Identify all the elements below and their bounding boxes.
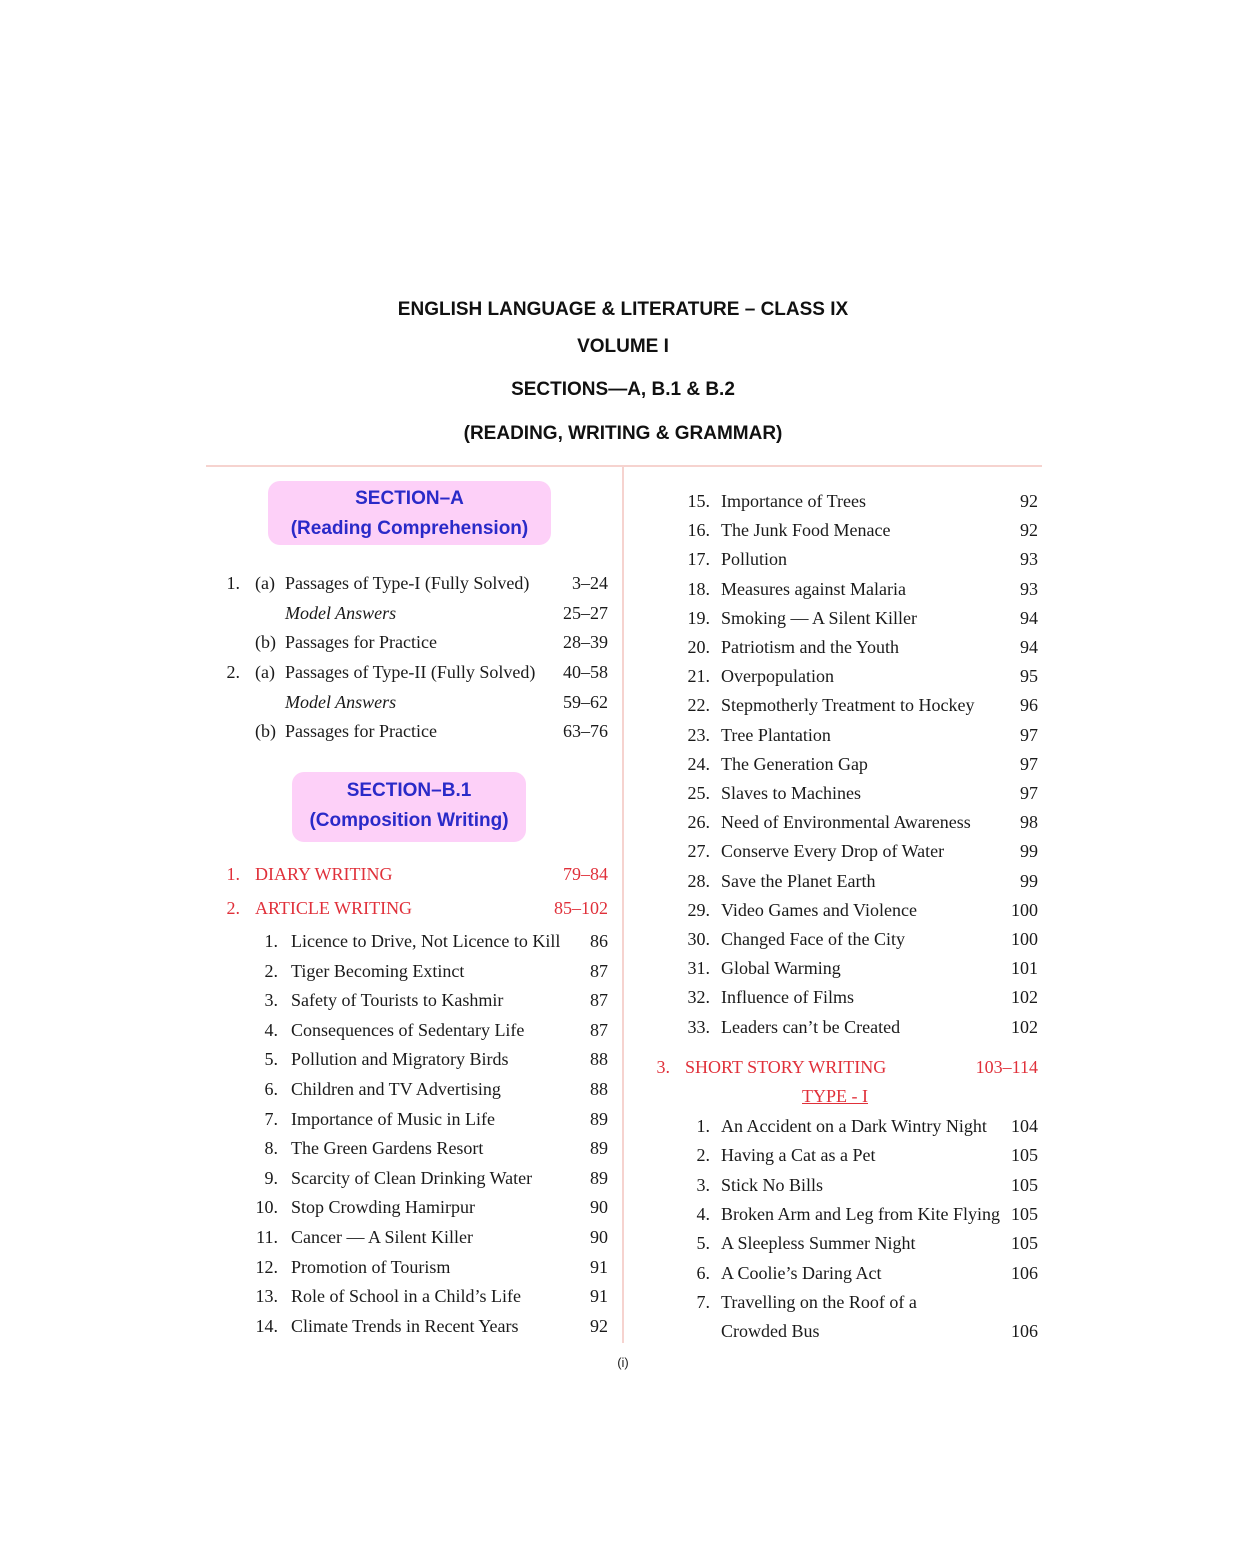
entry-page: 100 [1011,929,1038,949]
entry-page: 90 [590,1227,608,1247]
entry-number: 2. [264,960,278,981]
entry-pages: 3–24 [572,573,608,593]
entry-sub: (a) [255,662,275,682]
entry-sub: (a) [255,573,275,593]
entry-title: Model Answers [285,603,397,623]
book-title: ENGLISH LANGUAGE & LITERATURE – CLASS IX [397,299,849,320]
entry-page: 94 [1020,637,1038,657]
entry-page: 97 [1020,783,1038,803]
entry-number: 4. [264,1019,278,1040]
entry-sub: (b) [255,721,276,741]
entry-number: 3. [264,990,278,1011]
sections-subtitle: (READING, WRITING & GRAMMAR) [463,423,783,444]
entry-title: Tiger Becoming Extinct [291,960,465,981]
entry-title: Promotion of Tourism [291,1256,451,1277]
entry-pages: 40–58 [563,662,608,682]
sections-title: SECTIONS—A, B.1 & B.2 [511,379,735,400]
entry-title: Need of Environmental Awareness [721,812,971,833]
entry-number: 1. [264,931,278,951]
section-a-title: SECTION–A [355,488,464,509]
entry-page: 105 [1011,1203,1038,1224]
entry-number: 1. [696,1116,710,1136]
entry-page: 105 [1011,1145,1038,1166]
entry-number: 33. [687,1016,710,1037]
entry-page: 96 [1020,695,1038,716]
entry-number: 3. [696,1174,710,1195]
section-b1-title: SECTION–B.1 [346,780,472,801]
entry-title: Role of School in a Child’s Life [291,1286,521,1307]
entry-page: 88 [590,1049,608,1070]
entry-number: 8. [264,1138,278,1159]
entry-title: Measures against Malaria [721,578,906,599]
entry-page: 101 [1011,958,1038,979]
entry-number: 30. [687,929,710,949]
entry-page: 104 [1011,1116,1038,1136]
entry-pages: 28–39 [563,632,608,652]
entry-page: 94 [1020,607,1038,628]
entry-title: Model Answers [285,692,397,712]
entry-sub: (b) [255,632,276,652]
entry-page: 87 [590,960,608,981]
entry-title: Consequences of Sedentary Life [291,1019,525,1040]
entry-title: Passages of Type-I (Fully Solved) [285,573,530,593]
entry-page: 97 [1020,724,1038,745]
entry-pages: 59–62 [563,692,608,712]
entry-title: Passages of Type-II (Fully Solved) [285,662,536,682]
entry-number: 19. [687,607,710,628]
entry-title: Smoking — A Silent Killer [721,607,918,628]
type-heading: TYPE - I [802,1086,868,1106]
entry-number: 5. [264,1049,278,1070]
entry-number: 5. [696,1233,710,1254]
entry-title: Cancer — A Silent Killer [291,1227,473,1247]
entry-number: 3. [656,1057,670,1077]
entry-page: 99 [1020,870,1038,891]
entry-number: 7. [696,1291,710,1312]
entry-title: Climate Trends in Recent Years [291,1315,519,1336]
entry-page: 93 [1020,549,1038,570]
entry-number: 18. [687,578,710,599]
entry-number: 27. [687,841,710,862]
entry-title: Stick No Bills [721,1174,824,1195]
entry-page: 89 [590,1167,608,1188]
entry-title: Video Games and Violence [721,899,917,920]
section-a-box [268,481,551,545]
entry-page: 105 [1011,1174,1038,1195]
section-b1-subtitle: (Composition Writing) [309,810,509,831]
page-number: (i) [617,1355,629,1370]
entry-page: 87 [590,1019,608,1040]
entry-page: 95 [1020,666,1038,687]
entry-title: Safety of Tourists to Kashmir [291,990,504,1011]
entry-title: Pollution and Migratory Birds [291,1049,509,1070]
entry-title: Global Warming [721,958,841,979]
entry-title: Leaders can’t be Created [721,1016,901,1037]
entry-number: 4. [696,1203,710,1224]
entry-number: 29. [687,899,710,920]
entry-page: 102 [1011,987,1038,1008]
entry-page: 91 [590,1256,608,1277]
entry-number: 9. [264,1167,278,1188]
entry-number: 2. [696,1145,710,1166]
entry-page: 90 [590,1197,608,1218]
entry-page: 87 [590,990,608,1011]
entry-title: Broken Arm and Leg from Kite Flying [721,1203,1000,1224]
entry-number: 14. [255,1315,278,1336]
entry-title: DIARY WRITING [255,864,393,884]
entry-title: Save the Planet Earth [721,870,876,891]
entry-number: 6. [696,1262,710,1283]
entry-number: 7. [264,1108,278,1129]
entry-number: 1. [226,573,240,593]
entry-page: 92 [1020,491,1038,511]
entry-number: 22. [687,695,710,716]
entry-number: 6. [264,1079,278,1099]
entry-title: Stepmotherly Treatment to Hockey [721,695,975,716]
entry-page: 89 [590,1138,608,1159]
volume-title: VOLUME I [577,336,669,357]
entry-page: 98 [1020,812,1038,833]
entry-page: 88 [590,1079,608,1099]
entry-title: An Accident on a Dark Wintry Night [721,1116,987,1136]
entry-pages: 79–84 [563,864,608,884]
entry-number: 2. [226,662,240,682]
column-divider [622,467,624,1343]
entry-title: Overpopulation [721,666,834,687]
entry-title: Having a Cat as a Pet [721,1145,876,1166]
entry-number: 10. [255,1197,278,1218]
entry-page: 106 [1011,1321,1038,1342]
entry-title: ARTICLE WRITING [255,898,413,918]
entry-number: 31. [687,958,710,979]
entry-title: Passages for Practice [285,632,437,652]
entry-title: SHORT STORY WRITING [685,1057,887,1077]
entry-number: 1. [226,864,240,884]
entry-page: 91 [590,1286,608,1307]
entry-number: 32. [687,987,710,1008]
entry-number: 15. [687,491,710,511]
entry-title: Stop Crowding Hamirpur [291,1197,475,1218]
entry-title: Scarcity of Clean Drinking Water [291,1167,533,1188]
entry-title: Tree Plantation [721,724,831,745]
entry-number: 17. [687,549,710,570]
entry-title: Children and TV Advertising [291,1079,501,1099]
entry-title: Conserve Every Drop of Water [721,841,945,862]
section-a-subtitle: (Reading Comprehension) [290,518,529,539]
entry-title: The Generation Gap [721,753,868,774]
entry-title: Changed Face of the City [721,929,905,949]
entry-number: 20. [687,637,710,657]
entry-number: 23. [687,724,710,745]
entry-pages: 103–114 [975,1057,1038,1077]
entry-title: Influence of Films [721,987,854,1008]
entry-number: 12. [255,1256,278,1277]
entry-title: The Green Gardens Resort [291,1138,484,1159]
entry-page: 100 [1011,899,1038,920]
entry-page: 99 [1020,841,1038,862]
entry-number: 25. [687,783,710,803]
entry-title: The Junk Food Menace [721,520,891,541]
entry-pages: 85–102 [554,898,608,918]
entry-number: 24. [687,753,710,774]
entry-page: 92 [1020,520,1038,541]
section-b1-box [292,772,526,842]
entry-title: Slaves to Machines [721,783,861,803]
entry-page: 89 [590,1108,608,1129]
header-divider [206,465,1042,467]
entry-number: 11. [256,1227,278,1247]
entry-title: Importance of Trees [721,491,866,511]
entry-title: Licence to Drive, Not Licence to Kill [291,931,561,951]
entry-page: 97 [1020,753,1038,774]
entry-number: 16. [687,520,710,541]
entry-number: 2. [226,898,240,918]
entry-title: Pollution [721,549,788,570]
entry-number: 28. [687,870,710,891]
entry-title: A Sleepless Summer Night [721,1233,916,1254]
entry-page: 93 [1020,578,1038,599]
entry-number: 13. [255,1286,278,1307]
entry-page: 86 [590,931,608,951]
entry-title: A Coolie’s Daring Act [721,1262,882,1283]
entry-page: 105 [1011,1233,1038,1254]
entry-title: Importance of Music in Life [291,1108,495,1129]
entry-title: Patriotism and the Youth [721,637,900,657]
entry-pages: 25–27 [563,603,608,623]
entry-page: 106 [1011,1262,1038,1283]
entry-title: Crowded Bus [721,1321,820,1342]
entry-pages: 63–76 [563,721,608,741]
entry-title: Passages for Practice [285,721,437,741]
entry-number: 26. [687,812,710,833]
entry-page: 102 [1011,1016,1038,1037]
entry-page: 92 [590,1315,608,1336]
entry-title: Travelling on the Roof of a [721,1291,917,1312]
entry-number: 21. [687,666,710,687]
